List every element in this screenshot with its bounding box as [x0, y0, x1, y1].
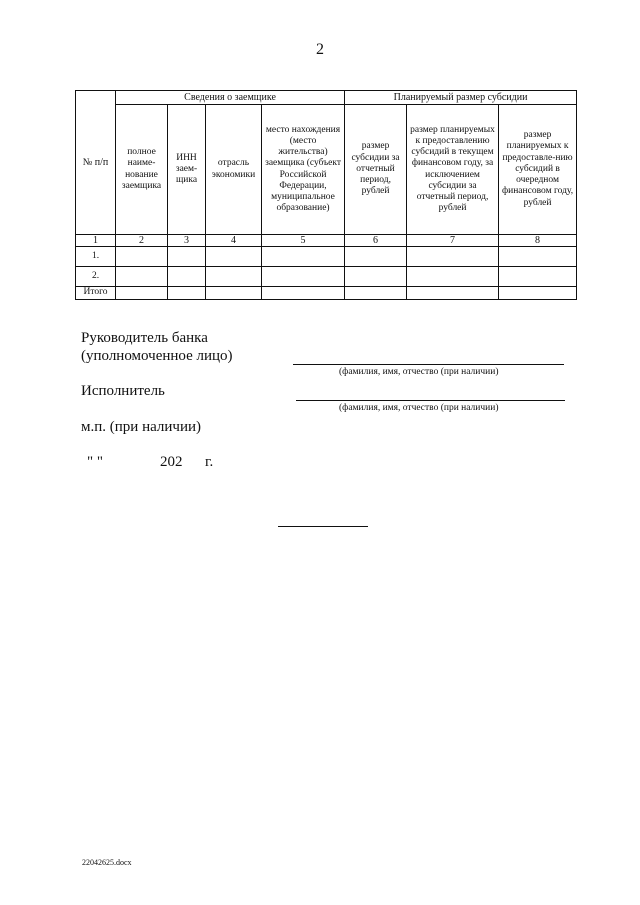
subsidy-table [75, 90, 577, 300]
table-row [76, 267, 577, 287]
total-row [76, 287, 577, 300]
table-row [76, 247, 577, 267]
column-number: 6 [345, 235, 407, 247]
table-cell [499, 247, 577, 267]
column-number: 7 [407, 235, 499, 247]
column-numbers-row [76, 235, 577, 247]
executor-label: Исполнитель [81, 383, 165, 399]
header-subsidy-next-year: размер планируемых к предоставле-нию субсидий в очередном финансовом году, рублей [499, 105, 577, 235]
executor-signature-line [296, 400, 565, 401]
head-signature-line [293, 364, 564, 365]
stamp-label: м.п. (при наличии) [81, 419, 201, 435]
table-cell [262, 267, 345, 287]
table-cell [206, 247, 262, 267]
table-cell [206, 287, 262, 300]
header-full-name: полное наиме-нование заемщика [116, 105, 168, 235]
column-number: 1 [76, 235, 116, 247]
column-number: 8 [499, 235, 577, 247]
table-cell [345, 287, 407, 300]
header-row-number: № п/п [76, 91, 116, 235]
column-number: 3 [168, 235, 206, 247]
header-group-subsidy: Планируемый размер субсидии [345, 91, 577, 105]
bank-head-label: Руководитель банка [81, 330, 208, 346]
header-subsidy-current-year: размер планируемых к предоставлению субсидий в текущем финансовом году, за исключением субсидии за отчетный период, рублей [407, 105, 499, 235]
table-cell [116, 247, 168, 267]
column-number: 4 [206, 235, 262, 247]
head-fio-caption: (фамилия, имя, отчество (при наличии) [339, 367, 499, 377]
header-subsidy-period: размер субсидии за отчетный период, рублей [345, 105, 407, 235]
table-cell [345, 267, 407, 287]
header-group-borrower: Сведения о заемщике [116, 91, 345, 105]
row-number: 1. [76, 247, 116, 267]
table-cell [168, 247, 206, 267]
table-cell [116, 287, 168, 300]
table-cell [206, 267, 262, 287]
table-cell [407, 267, 499, 287]
header-location: место нахождения (место жительства) заемщика (субъект Российской Федерации, муниципальное образование) [262, 105, 345, 235]
document-filename: 22042625.docx [82, 858, 132, 867]
table-cell [345, 247, 407, 267]
date-year: 202 [160, 454, 183, 470]
column-number: 5 [262, 235, 345, 247]
row-number: 2. [76, 267, 116, 287]
total-label: Итого [76, 287, 116, 300]
table-cell [407, 287, 499, 300]
date-suffix: г. [205, 454, 214, 470]
table-cell [407, 247, 499, 267]
header-industry: отрасль экономики [206, 105, 262, 235]
table-cell [262, 287, 345, 300]
table-cell [499, 267, 577, 287]
header-inn: ИНН заем-щика [168, 105, 206, 235]
page-number: 2 [316, 41, 324, 58]
closing-separator-line [278, 526, 368, 527]
table-cell [116, 267, 168, 287]
authorized-person-label: (уполномоченное лицо) [81, 348, 233, 364]
table-cell [168, 267, 206, 287]
table-cell [262, 247, 345, 267]
table-cell [499, 287, 577, 300]
executor-fio-caption: (фамилия, имя, отчество (при наличии) [339, 403, 499, 413]
table-cell [168, 287, 206, 300]
date-quotes: " " [87, 454, 103, 470]
column-number: 2 [116, 235, 168, 247]
